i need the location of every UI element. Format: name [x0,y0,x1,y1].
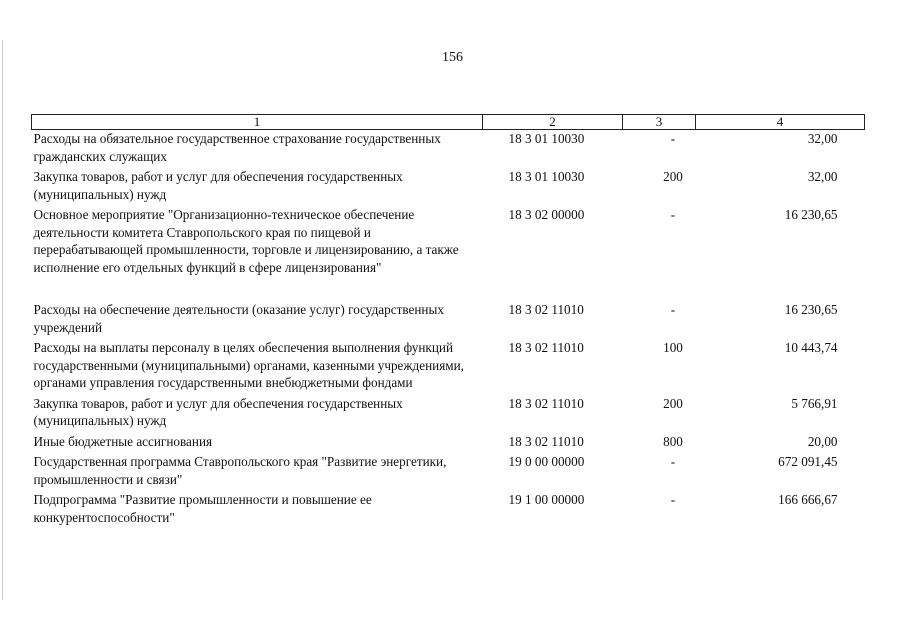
row-sum: 10 443,74 [784,340,838,355]
table-header-row [32,115,865,130]
row-name: Расходы на обеспечение деятельности (оказание услуг) государственных учреждений [33,302,444,335]
row-sum: 16 230,65 [784,302,838,317]
page-number: 156 [442,50,463,65]
row-type: - [670,207,676,222]
table-row [32,395,865,433]
page-left-edge [2,40,3,600]
row-code: 18 3 02 11010 [508,302,584,317]
row-code: 18 3 01 10030 [508,131,585,146]
row-sum: 672 091,45 [778,454,838,469]
row-code: 18 3 02 00000 [508,207,585,222]
row-name: Расходы на обязательное государственное страхование государственных гражданских служащих [33,131,441,164]
row-sum: 16 230,65 [784,207,838,222]
row-name: Закупка товаров, работ и услуг для обеспечения государственных (муниципальных) нужд [33,395,403,428]
table-row [32,206,865,301]
header-col-3: 3 [623,115,696,130]
row-type: 100 [663,340,683,355]
table-row [32,130,865,169]
row-name: Государственная программа Ставропольского края "Развитие энергетики, промышленности и связи" [33,454,447,487]
row-code: 18 3 02 11010 [508,433,584,449]
row-type: 800 [663,433,683,449]
table-row [32,453,865,491]
header-col-4: 4 [696,115,865,130]
table-row [32,433,865,454]
row-sum: 5 766,91 [791,395,838,411]
row-code: 18 3 02 11010 [508,340,584,355]
row-type: - [670,131,676,146]
row-type: 200 [663,395,683,411]
table-row [32,339,865,395]
row-type: 200 [663,169,683,184]
table-row [32,168,865,206]
row-type: - [670,302,676,317]
row-code: 19 1 00 00000 [508,492,585,507]
row-code: 18 3 02 11010 [508,395,584,411]
row-sum: 166 666,67 [778,492,838,507]
row-type: - [670,492,676,507]
header-col-2: 2 [483,115,623,130]
table-row [32,301,865,339]
row-type: - [670,454,676,469]
header-col-1: 1 [32,115,483,130]
row-sum: 32,00 [807,131,838,146]
row-name: Закупка товаров, работ и услуг для обеспечения государственных (муниципальных) нужд [33,169,403,202]
row-name: Основное мероприятие "Организационно-техническое обеспечение деятельности комитета Ставропольского края по пищевой и перерабатывающей промышленности, торговле и лицензированию, а также исполнение его отдельных функций в сфере лицензирования" [33,207,459,275]
row-sum: 32,00 [807,169,838,184]
row-name: Подпрограмма "Развитие промышленности и повышение ее конкурентоспособности" [33,492,372,525]
row-code: 18 3 01 10030 [508,169,585,184]
row-sum: 20,00 [807,433,838,449]
table-row [32,491,865,529]
row-name: Расходы на выплаты персоналу в целях обеспечения выполнения функций государственными (муниципальными) органами, казенными учреждениями, органами управления государственными внебюджетными фондами [33,340,464,390]
budget-table [31,114,865,529]
row-code: 19 0 00 00000 [508,454,585,469]
row-name: Иные бюджетные ассигнования [33,433,213,449]
